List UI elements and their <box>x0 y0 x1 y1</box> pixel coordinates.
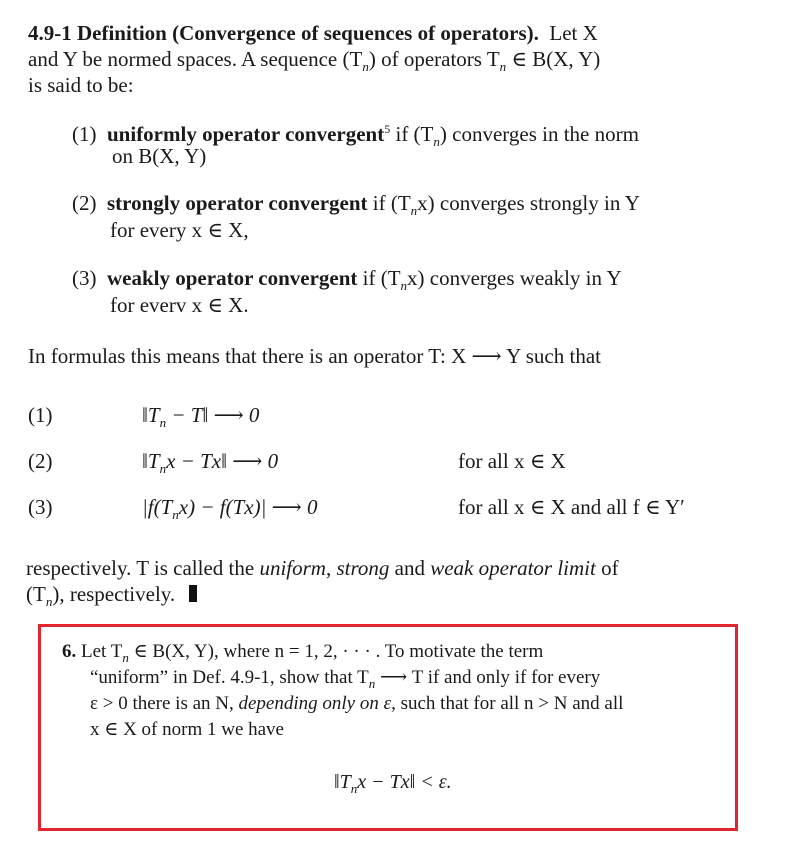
formula-label-3: (3) <box>28 495 53 519</box>
formula-expr-2 <box>142 448 278 482</box>
definition-line-3 <box>28 72 134 98</box>
exercise-number: 6. <box>62 641 77 662</box>
item-2-number: (2) <box>72 191 97 215</box>
formula-1-a: ‖T <box>142 403 160 427</box>
item-2-text-c: x) converges strongly in Y <box>417 191 640 215</box>
exercise-line-1-a: Let T <box>81 641 123 662</box>
exercise-line-2-b: ⟶ T if and only if for every <box>375 667 601 688</box>
subscript-n: n <box>400 278 408 294</box>
exercise-line-2-a: “uniform” in Def. 4.9-1, show that T <box>90 667 369 688</box>
subscript-n: n <box>410 203 418 219</box>
subscript-n: n <box>350 781 358 796</box>
term-uniform: uniform <box>259 556 326 580</box>
conclusion-sep: , <box>325 556 337 580</box>
formula-expr-1 <box>142 402 259 436</box>
subscript-n: n <box>159 461 167 477</box>
item-3-text-a: if (T <box>357 266 401 290</box>
formula-1-b: − T‖ ⟶ 0 <box>166 403 260 427</box>
footnote-marker: 5 <box>384 122 391 136</box>
exercise-formula-a: ‖T <box>334 771 351 793</box>
subscript-n: n <box>45 594 53 610</box>
formulas-intro-text: In formulas this means that there is an operator T: X ⟶ Y such that <box>28 344 601 368</box>
formula-expr-3 <box>142 494 317 528</box>
item-1-text-c: ) converges in the norm <box>439 122 639 146</box>
exercise-line-4-text: x ∈ X of norm 1 we have <box>90 719 284 740</box>
item-3-text-c: x) converges weakly in Y <box>407 266 622 290</box>
term-weak-operator-limit: weak operator limit <box>430 556 596 580</box>
formula-2-b: x − Tx‖ ⟶ 0 <box>166 449 279 473</box>
conclusion-line-2 <box>26 581 197 615</box>
term-strong: strong <box>336 556 390 580</box>
conclusion-text-a: respectively. T is called the <box>26 556 260 580</box>
item-3-term: weakly operator convergent <box>107 266 358 290</box>
formula-label-1: (1) <box>28 403 53 427</box>
end-of-proof-icon <box>189 585 197 602</box>
item-2-text-a: if (T <box>367 191 411 215</box>
item-1-line-2 <box>112 143 206 169</box>
definition-intro-3: is said to be: <box>28 73 134 97</box>
definition-heading: 4.9-1 Definition (Convergence of sequences of operators). <box>28 21 539 45</box>
exercise-formula <box>334 770 452 801</box>
item-2-line-2-text: for every x ∈ X, <box>110 218 249 242</box>
subscript-n: n <box>368 675 376 691</box>
subscript-n: n <box>122 649 129 665</box>
subscript-n: n <box>433 134 440 150</box>
item-2-term: strongly operator convergent <box>107 191 368 215</box>
item-3-number: (3) <box>72 266 97 290</box>
exercise-line-3-b: , such that for all n > N and all <box>391 693 624 714</box>
item-1-term: uniformly operator convergent <box>107 122 385 146</box>
conclusion-line-2-b: ), respectively. <box>52 582 176 606</box>
definition-intro-2e: ∈ B(X, Y) <box>506 47 601 71</box>
definition-intro-2c: ) of operators T <box>368 47 500 71</box>
item-3-line-2 <box>110 292 249 318</box>
formula-3-b: x) − f(Tx)| ⟶ 0 <box>178 495 318 519</box>
exercise-line-1-b: ∈ B(X, Y), where n = 1, 2, · · · . To motivate the term <box>128 641 544 662</box>
formula-cond-3: for all x ∈ X and all f ∈ Y′ <box>458 495 685 519</box>
item-2-line-2 <box>110 217 249 243</box>
exercise-line-3 <box>90 692 623 716</box>
exercise-formula-b: x − Tx‖ < ε. <box>357 771 452 793</box>
exercise-line-3-italic: depending only on ε <box>238 693 392 714</box>
definition-line-1 <box>28 20 598 46</box>
conclusion-line-2-a: (T <box>26 582 46 606</box>
item-1-line-2-text: on B(X, Y) <box>112 144 207 168</box>
formula-cond-2: for all x ∈ X <box>458 449 566 473</box>
conclusion-of: of <box>595 556 619 580</box>
subscript-n: n <box>499 59 507 75</box>
formula-2-a: ‖T <box>142 449 160 473</box>
subscript-n: n <box>362 59 369 75</box>
subscript-n: n <box>159 415 167 431</box>
conclusion-line-1 <box>26 555 619 581</box>
exercise-line-4 <box>90 718 284 742</box>
formula-3-a: |f(T <box>142 495 173 519</box>
formula-label-2: (2) <box>28 449 53 473</box>
subscript-n: n <box>172 507 179 523</box>
item-1-number: (1) <box>72 122 97 146</box>
formulas-intro <box>28 343 601 369</box>
definition-intro-1: Let X <box>549 21 598 45</box>
item-3-line-2-text: for everv x ∈ X. <box>110 293 249 317</box>
exercise-line-3-a: ε > 0 there is an N, <box>90 693 239 714</box>
definition-intro-2: and Y be normed spaces. A sequence (T <box>28 47 363 71</box>
conclusion-and: and <box>389 556 431 580</box>
item-1-text-a: if (T <box>390 122 434 146</box>
